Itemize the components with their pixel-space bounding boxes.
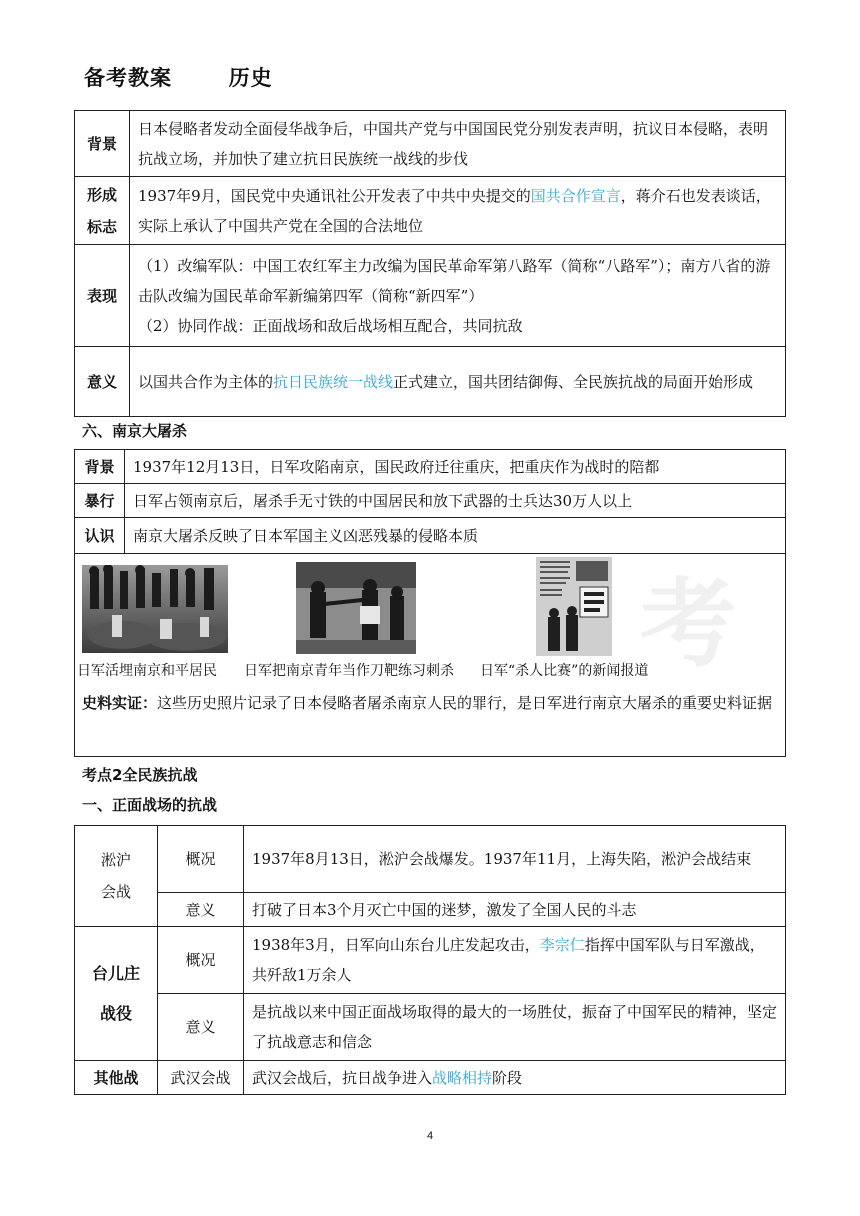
- battle-taierzhuang: 台儿庄 战役: [75, 927, 158, 1061]
- evidence-paragraph: [82, 686, 782, 720]
- newspaper-photo: [536, 557, 612, 656]
- row-label-background: 背景: [75, 111, 130, 177]
- taierzhuang-overview-label: 概况: [158, 927, 244, 994]
- manifestation-text: （1）改编军队：中国工农红军主力改编为国民革命军第八路军（简称“八路军”）；南方八省的游击队改编为国民革命军新编第四军（简称“新四军”） （2）协同作战：正面战场和敌后战场相互配合，共同抗敌: [130, 245, 786, 347]
- row-label-atrocity: 暴行: [75, 484, 125, 518]
- highlight-term: 李宗仁: [539, 936, 585, 954]
- watermark: 考: [640, 568, 736, 680]
- section-heading: 六、南京大屠杀: [82, 422, 188, 440]
- front-battles-table: [74, 825, 786, 1095]
- songhu-significance-text: 打破了日本3个月灭亡中国的迷梦，激发了全国人民的斗志: [244, 893, 786, 927]
- wuhan-label: 武汉会战: [158, 1061, 244, 1095]
- evidence-label: 史料实证：: [82, 694, 158, 712]
- nanjing-table: [74, 449, 786, 554]
- highlight-term: 国共合作宣言: [530, 186, 621, 205]
- background-text: 日本侵略者发动全面侵华战争后，中国共产党与中国国民党分别发表声明，抗议日本侵略，表明抗战立场，并加快了建立抗日民族统一战线的步伐: [130, 111, 786, 177]
- evidence-text: 这些历史照片记录了日本侵略者屠杀南京人民的罪行，是日军进行南京大屠杀的重要史料证据: [157, 694, 773, 712]
- caption-burial: 日军活埋南京和平居民: [77, 663, 217, 679]
- page-header: [84, 62, 273, 92]
- battle-songhu: 淞沪 会战: [75, 826, 158, 927]
- united-front-table: [74, 110, 786, 417]
- row-label-understanding: 认识: [75, 518, 125, 554]
- understanding-text: 南京大屠杀反映了日本军国主义凶恶残暴的侵略本质: [125, 518, 786, 554]
- caption-newspaper: 日军“杀人比赛”的新闻报道: [480, 663, 649, 679]
- songhu-significance-label: 意义: [158, 893, 244, 927]
- page-number: 4: [426, 1130, 434, 1142]
- songhu-overview-label: 概况: [158, 826, 244, 893]
- row-label-manifestation: 表现: [75, 245, 130, 347]
- bayonet-photo: [296, 562, 416, 654]
- significance-text: 以国共合作为主体的抗日民族统一战线正式建立，国共团结御侮、全民族抗战的局面开始形成: [130, 347, 786, 417]
- wuhan-text: 武汉会战后，抗日战争进入战略相持阶段: [244, 1061, 786, 1095]
- row-label-formation: 形成 标志: [75, 177, 130, 245]
- header-title: 备考教案: [84, 66, 172, 90]
- header-subject: 历史: [228, 66, 273, 90]
- burial-photo: [82, 565, 228, 653]
- nanjing-background-text: 1937年12月13日，日军攻陷南京，国民政府迁往重庆，把重庆作为战时的陪都: [125, 450, 786, 484]
- caption-bayonet: 日军把南京青年当作刀靶练习刺杀: [244, 663, 454, 679]
- songhu-overview-text: 1937年8月13日，淞沪会战爆发。1937年11月，上海失陷，淞沪会战结束: [244, 826, 786, 893]
- battle-other: 其他战: [75, 1061, 158, 1095]
- taierzhuang-overview-text: 1938年3月，日军向山东台儿庄发起攻击，李宗仁指挥中国军队与日军激战，共歼敌1万余人: [244, 927, 786, 994]
- highlight-term: 战略相持: [432, 1068, 493, 1087]
- kaodian-heading: 考点2全民族抗战: [82, 766, 198, 784]
- row-label-significance: 意义: [75, 347, 130, 417]
- row-label-background: 背景: [75, 450, 125, 484]
- atrocity-text: 日军占领南京后，屠杀手无寸铁的中国居民和放下武器的士兵达30万人以上: [125, 484, 786, 518]
- taierzhuang-significance-label: 意义: [158, 994, 244, 1061]
- section-heading: 一、正面战场的抗战: [82, 796, 218, 814]
- highlight-term: 抗日民族统一战线: [273, 372, 394, 391]
- taierzhuang-significance-text: 是抗战以来中国正面战场取得的最大的一场胜仗，振奋了中国军民的精神，坚定了抗战意志和信念: [244, 994, 786, 1061]
- formation-text: 1937年9月，国民党中央通讯社公开发表了中共中央提交的国共合作宣言，蒋介石也发表谈话，实际上承认了中国共产党在全国的合法地位: [130, 177, 786, 245]
